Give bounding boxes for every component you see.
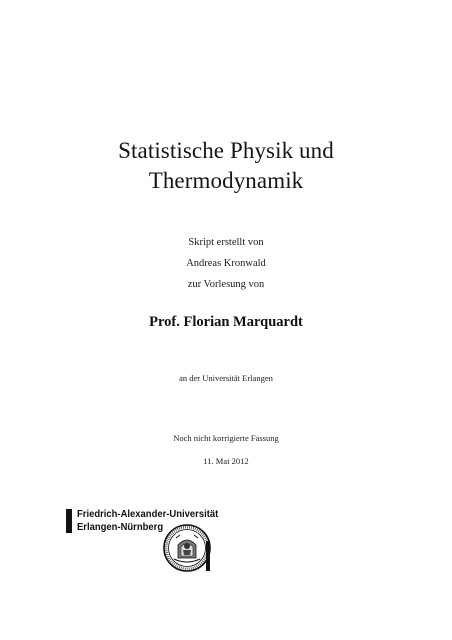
script-credit-line: Skript erstellt von (188, 237, 264, 248)
document-title-line-1: Statistische Physik und (118, 138, 334, 163)
document-date: 11. Mai 2012 (203, 456, 249, 466)
version-status: Noch nicht korrigierte Fassung (173, 433, 279, 443)
logo-line-1: Friedrich-Alexander-Universität (77, 508, 219, 520)
institution-line: an der Universität Erlangen (179, 373, 273, 383)
script-author: Andreas Kronwald (186, 258, 266, 269)
logo-bar-left (66, 509, 72, 533)
logo-line-2: Erlangen-Nürnberg (77, 521, 164, 533)
university-logo (66, 505, 219, 575)
university-seal-icon (162, 523, 212, 573)
document-title-line-2: Thermodynamik (148, 168, 304, 193)
logo-bar-right (206, 541, 210, 571)
lecture-credit-line: zur Vorlesung von (187, 279, 265, 290)
lecturer-name: Prof. Florian Marquardt (149, 314, 303, 330)
